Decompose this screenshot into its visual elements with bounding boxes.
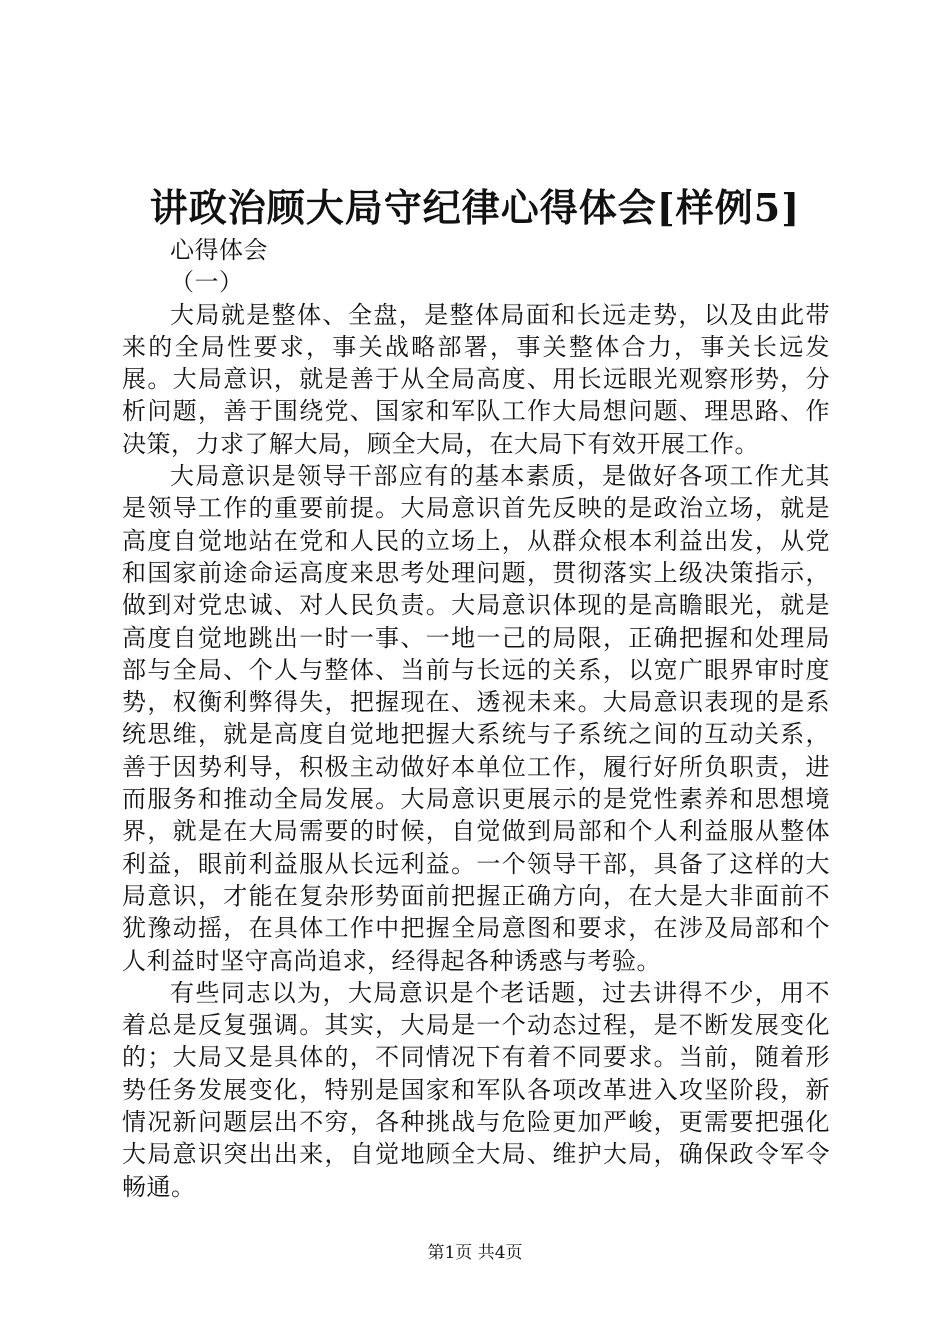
paragraph: 大局就是整体、全盘，是整体局面和长远走势，以及由此带来的全局性要求，事关战略部署，事关整体合力，事关长远发展。大局意识，就是善于从全局高度、用长远眼光观察形势，分析问题，善于围绕党、国家和军队工作大局想问题、理思路、作决策，力求了解大局，顾全大局，在大局下有效开展工作。 [122,300,830,458]
paragraph: 有些同志以为，大局意识是个老话题，过去讲得不少，用不着总是反复强调。其实，大局是一个动态过程，是不断发展变化的；大局又是具体的，不同情况下有着不同要求。当前，随着形势任务发展变化，特别是国家和军队各项改革进入攻坚阶段，新情况新问题层出不穷，各种挑战与危险更加严峻，更需要把强化大局意识突出出来，自觉地顾全大局、维护大局，确保政令军令畅通。 [122,978,830,1201]
document-body [122,234,830,1203]
subtitle: 心得体会 [170,236,268,264]
document-title: 讲政治顾大局守纪律心得体会[样例5] [149,185,801,230]
paragraph: 大局意识是领导干部应有的基本素质，是做好各项工作尤其是领导工作的重要前提。大局意识首先反映的是政治立场，就是高度自觉地站在党和人民的立场上，从群众根本利益出发，从党和国家前途命运高度来思考处理问题，贯彻落实上级决策指示，做到对党忠诚、对人民负责。大局意识体现的是高瞻眼光，就是高度自觉地跳出一时一事、一地一己的局限，正确把握和处理局部与全局、个人与整体、当前与长远的关系，以宽广眼界审时度势，权衡利弊得失，把握现在、透视未来。大局意识表现的是系统思维，就是高度自觉地把握大系统与子系统之间的互动关系，善于因势利导，积极主动做好本单位工作，履行好所负职责，进而服务和推动全局发展。大局意识更展示的是党性素养和思想境界，就是在大局需要的时候，自觉做到局部和个人利益服从整体利益，眼前利益服从长远利益。一个领导干部，具备了这样的大局意识，才能在复杂形势面前把握正确方向，在大是大非面前不犹豫动摇，在具体工作中把握全局意图和要求，在涉及局部和个人利益时坚守高尚追求，经得起各种诱惑与考验。 [122,462,830,975]
section-label: （一） [170,268,244,297]
page-footer: 第1页 共4页 [427,1243,523,1263]
